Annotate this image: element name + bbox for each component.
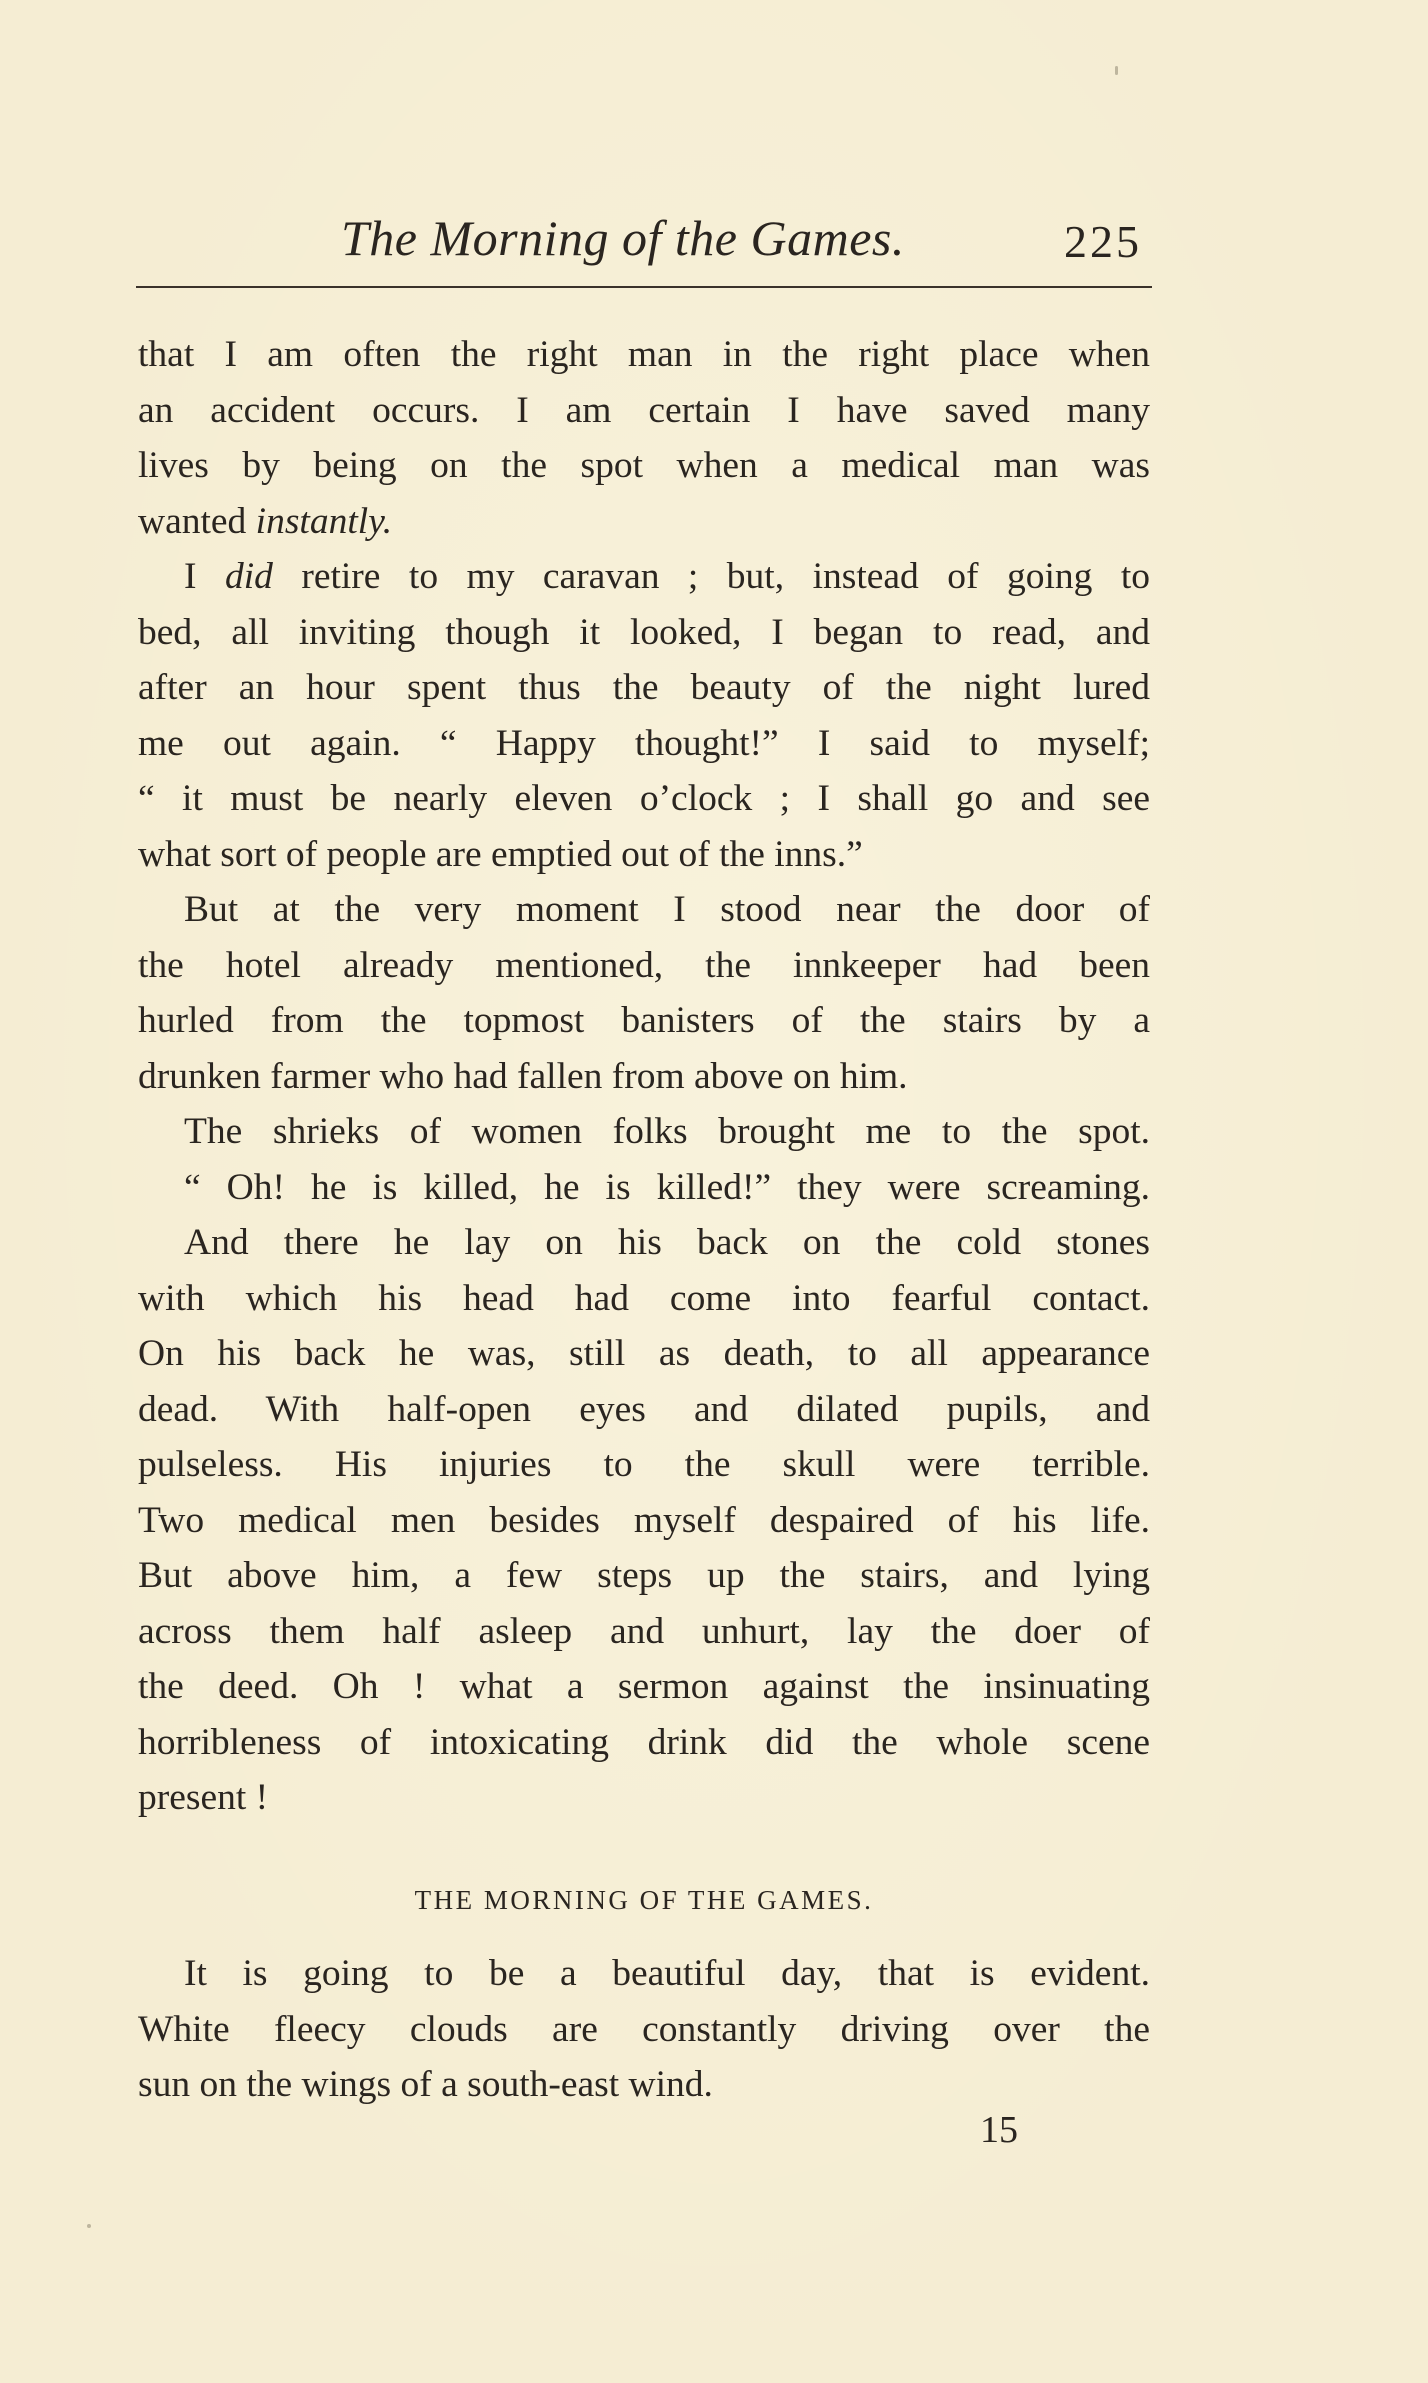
text-line [138, 494, 1150, 550]
text-line: sun on the wings of a south-east wind. [138, 2064, 713, 2105]
signature-mark: 15 [980, 2109, 1018, 2151]
text-run: wanted [138, 500, 256, 542]
text-line: On his back he was, still as death, to all appearance [138, 1333, 1150, 1374]
text-line: But at the very moment I stood near the door of [184, 889, 1150, 930]
text-line: present ! [138, 1777, 269, 1818]
text-line: what sort of people are emptied out of the inns.” [138, 833, 863, 875]
section-heading: THE MORNING OF THE GAMES. [414, 1885, 874, 1915]
paper-speck [1115, 66, 1118, 75]
page-number: 225 [1064, 216, 1142, 267]
text-line: The shrieks of women folks brought me to the spot. [184, 1111, 1150, 1152]
text-line: Two medical men besides myself despaired of his life. [138, 1499, 1150, 1541]
header-rule [136, 286, 1152, 288]
text-line: an accident occurs. I am certain I have saved many [138, 389, 1150, 431]
text-line: lives by being on the spot when a medical man was [138, 445, 1150, 486]
paragraph-1 [138, 327, 1150, 549]
text-line: me out again. “ Happy thought!” I said to myself; [138, 722, 1150, 764]
text-line: “ Oh! he is killed, he is killed!” they were screaming. [184, 1166, 1150, 1208]
paragraph-6 [138, 1946, 1150, 2113]
running-title: The Morning of the Games. [341, 210, 905, 266]
italic-text: instantly. [255, 500, 393, 542]
text-line: hurled from the topmost banisters of the stairs by a [138, 1000, 1150, 1041]
text-line: drunken farmer who had fallen from above on him. [138, 1055, 908, 1097]
text-line: across them half asleep and unhurt, lay the doer of [138, 1610, 1150, 1652]
paper-speck [87, 2224, 91, 2228]
paragraph-3 [138, 882, 1150, 1104]
paragraph-5 [138, 1215, 1150, 1826]
text-line: horribleness of intoxicating drink did the whole scene [138, 1721, 1150, 1763]
text-line: bed, all inviting though it looked, I began to read, and [138, 611, 1150, 653]
text-line: White fleecy clouds are constantly driving over the [138, 2008, 1150, 2050]
text-line: dead. With half-open eyes and dilated pupils, and [138, 1388, 1150, 1430]
text-run: retire to my caravan ; but, instead of going to [272, 556, 1150, 597]
text-line: after an hour spent thus the beauty of the night lured [138, 667, 1150, 708]
paragraph-2 [138, 549, 1150, 882]
text-line: And there he lay on his back on the cold stones [184, 1222, 1150, 1263]
text-line: the deed. Oh ! what a sermon against the insinuating [138, 1666, 1150, 1707]
text-run: I [184, 556, 225, 597]
italic-text: did [224, 556, 273, 597]
text-line: “ it must be nearly eleven o’clock ; I shall go and see [138, 778, 1150, 819]
text-line: But above him, a few steps up the stairs, and lying [138, 1555, 1150, 1596]
text-line [138, 549, 1150, 605]
text-line: the hotel already mentioned, the innkeeper had been [138, 944, 1150, 986]
text-line: with which his head had come into fearful contact. [138, 1277, 1150, 1319]
text-line: that I am often the right man in the right place when [138, 334, 1150, 375]
running-head [136, 203, 1148, 273]
paragraph-4 [138, 1104, 1150, 1215]
text-line: It is going to be a beautiful day, that is evident. [184, 1953, 1150, 1994]
text-line: pulseless. His injuries to the skull were terrible. [138, 1444, 1150, 1485]
